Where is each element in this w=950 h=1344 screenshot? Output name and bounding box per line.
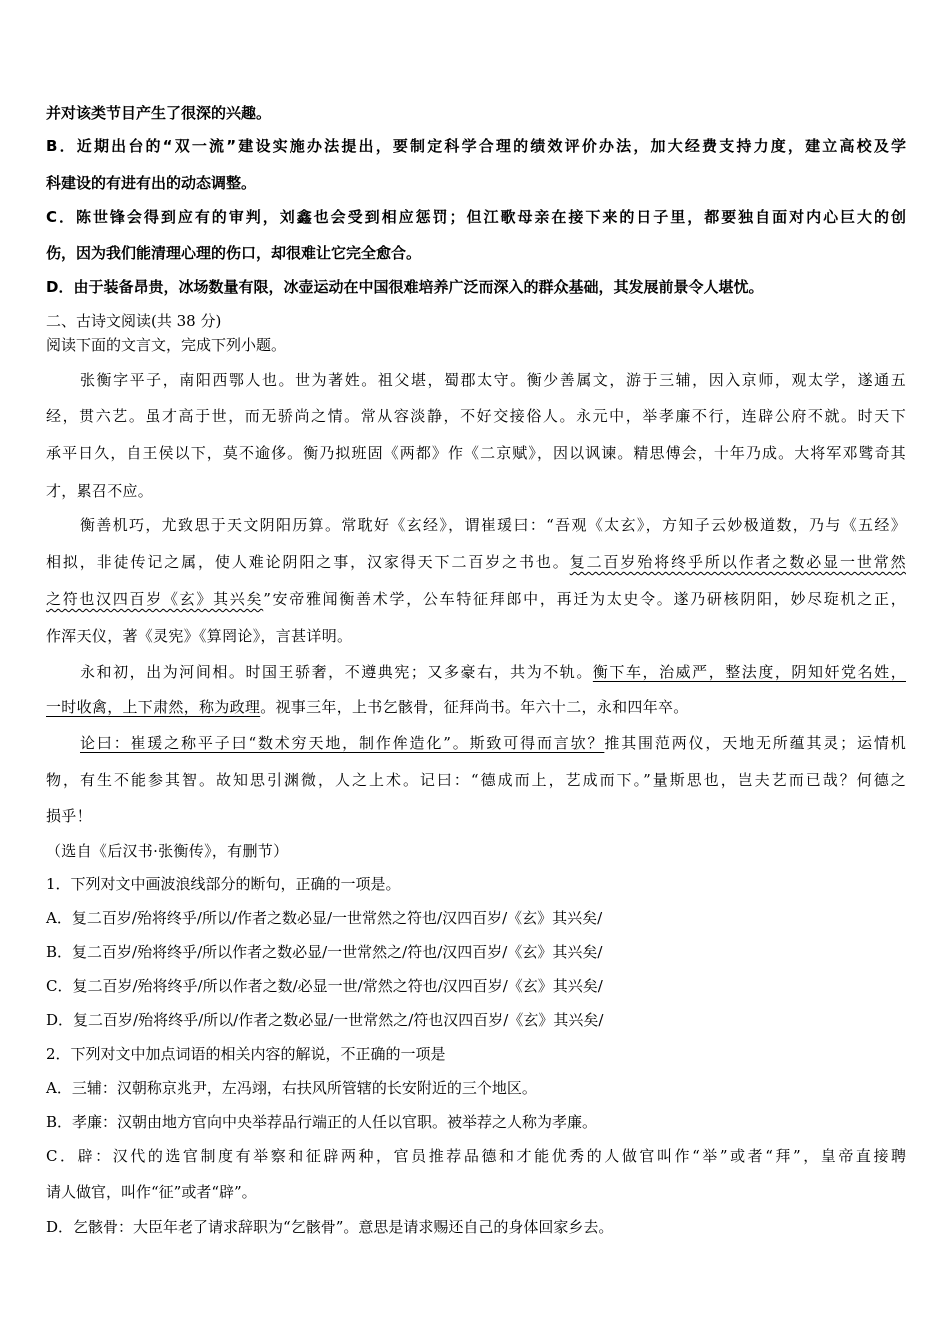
passage-p2-line2-plain: 相拟，非徒传记之属，使人难论阴阳之事，汉家得天下二百岁之书也。 [46, 553, 570, 571]
question-1-option-b: B．复二百岁/殆将终乎/所以作者之数必显/一世常然之/符也/汉四百岁/《玄》其兴矣/ [46, 943, 603, 961]
prev-option-a-tail: 并对该类节目产生了很深的兴趣。 [46, 104, 272, 122]
question-1-option-d: D．复二百岁/殆将终乎/所以/作者之数必显/一世常然之/符也汉四百岁/《玄》其兴矣/ [46, 1011, 604, 1029]
passage-p3-line1-plain: 永和初，出为河间相。时国王骄奢，不遵典宪；又多豪右，共为不轨。 [80, 663, 593, 681]
wavy-underline-segment-1: 复二百岁殆将终乎所以作者之数必显一世常然 [569, 553, 906, 571]
prev-option-b-line1: B．近期出台的“双一流”建设实施办法提出，要制定科学合理的绩效评价办法，加大经费支持力度，建立高校及学 [46, 137, 906, 155]
passage-p4-line3: 损乎！ [46, 807, 92, 825]
passage-p3-line2-plain: 。视事三年，上书乞骸骨，征拜尚书。年六十二，永和四年卒。 [260, 698, 689, 716]
underline-segment-3: 论曰：崔瑗之称平子曰“数术穷天地，制作侔造化”。斯致可得而言欤？ [80, 734, 605, 752]
question-1-option-c: C．复二百岁/殆将终乎/所以作者之数/必显一世/常然之符也/汉四百岁/《玄》其兴矣/ [46, 977, 603, 995]
prev-option-d-line1: D．由于装备昂贵，冰场数量有限，冰壶运动在中国很难培养广泛而深入的群众基础，其发展前景令人堪忧。 [46, 278, 764, 296]
passage-p1-line3: 承平日久，自王侯以下，莫不逾侈。衡乃拟班固《两都》作《二京赋》，因以讽谏。精思傅会，十年乃成。大将军邓骘奇其 [46, 444, 906, 462]
passage-p3-line1 [46, 662, 906, 682]
section-instruction: 阅读下面的文言文，完成下列小题。 [46, 336, 287, 354]
passage-p1-line2: 经，贯六艺。虽才高于世，而无骄尚之情。常从容淡静，不好交接俗人。永元中，举孝廉不行，连辟公府不就。时天下 [46, 407, 906, 425]
passage-p2-line3-plain: ”安帝雅闻衡善术学，公车特征拜郎中，再迁为太史令。遂乃研核阴阳，妙尽琁机之正， [263, 590, 906, 608]
wavy-underline-segment-2: 之符也汉四百岁《玄》其兴矣 [46, 590, 264, 608]
passage-p2-line4: 作浑天仪，著《灵宪》《算罔论》，言甚详明。 [46, 627, 353, 645]
passage-p3-line2 [46, 697, 906, 717]
passage-p4-line2: 物，有生不能参其智。故知思引渊微，人之上术。记曰：“德成而上，艺成而下。”量斯思也，岂夫艺而已哉？何德之 [46, 771, 906, 789]
passage-p2-line3 [46, 589, 906, 609]
prev-option-c-line2: 伤，因为我们能清理心理的伤口，却很难让它完全愈合。 [46, 244, 422, 262]
passage-p4-line1 [46, 733, 906, 753]
prev-option-b-line2: 科建设的有进有出的动态调整。 [46, 174, 257, 192]
question-2-option-d: D．乞骸骨：大臣年老了请求辞职为“乞骸骨”。意思是请求赐还自己的身体回家乡去。 [46, 1218, 614, 1236]
question-1-stem: 1．下列对文中画波浪线部分的断句，正确的一项是。 [46, 875, 401, 893]
passage-p1-line4: 才，累召不应。 [46, 482, 154, 500]
passage-source: （选自《后汉书·张衡传》，有删节） [46, 842, 289, 860]
question-1-option-a: A．复二百岁/殆将终乎/所以/作者之数必显/一世常然之符也/汉四百岁/《玄》其兴矣/ [46, 909, 603, 927]
passage-p1-line1: 张衡字平子，南阳西鄂人也。世为著姓。祖父堪，蜀郡太守。衡少善属文，游于三辅，因入京师，观太学，遂通五 [80, 371, 906, 389]
section-title: 二、古诗文阅读(共 38 分) [46, 312, 222, 330]
underline-segment-2: 一时收禽，上下肃然，称为政理 [46, 698, 261, 716]
question-2-option-c-line2: 请人做官，叫作“征”或者“辟”。 [46, 1183, 257, 1201]
prev-option-c-line1: C．陈世锋会得到应有的审判，刘鑫也会受到相应惩罚；但江歌母亲在接下来的日子里，都要独自面对内心巨大的创 [46, 208, 906, 226]
passage-p2-line1: 衡善机巧，尤致思于天文阴阳历算。常耽好《玄经》，谓崔瑗曰：“吾观《太玄》，方知子云妙极道数，乃与《五经》 [80, 516, 906, 534]
question-2-option-a: A．三辅：汉朝称京兆尹，左冯翊，右扶风所管辖的长安附近的三个地区。 [46, 1079, 537, 1097]
question-2-option-b: B．孝廉：汉朝由地方官向中央举荐品行端正的人任以官职。被举荐之人称为孝廉。 [46, 1113, 598, 1131]
underline-segment-1: 衡下车，治威严，整法度，阴知奸党名姓， [592, 663, 906, 681]
passage-p2-line2 [46, 552, 906, 572]
question-2-option-c-line1: C．辟：汉代的选官制度有举察和征辟两种，官员推荐品德和才能优秀的人做官叫作“举”或者“拜”，皇帝直接聘 [46, 1147, 906, 1165]
passage-p4-line1-plain: 推其围范两仪，天地无所蕴其灵；运情机 [604, 734, 906, 752]
question-2-stem: 2．下列对文中加点词语的相关内容的解说，不正确的一项是 [46, 1045, 446, 1063]
